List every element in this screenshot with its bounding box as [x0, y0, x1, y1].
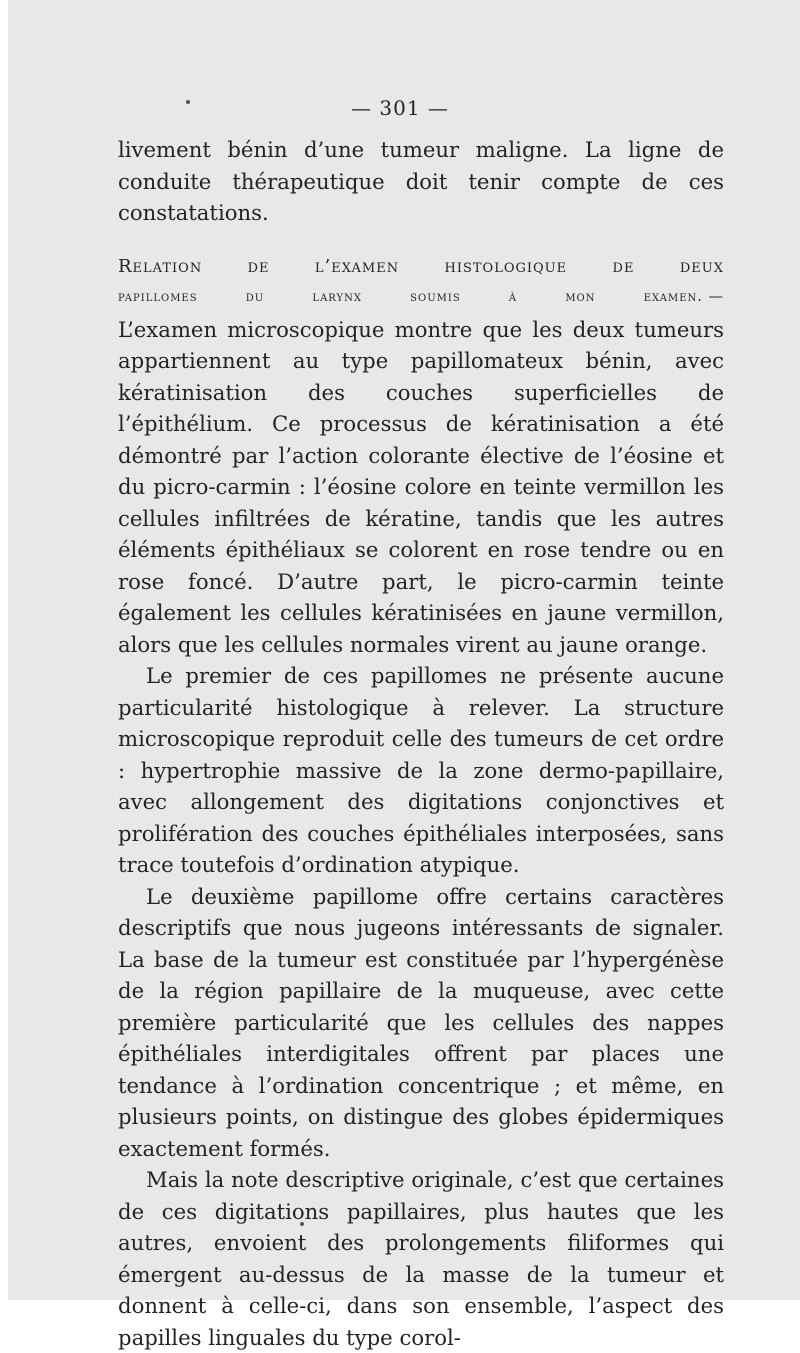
heading-word: larynx — [312, 289, 362, 305]
paragraph-examination: L’examen microscopique montre que les deux tumeurs appartiennent au type papillomateux bénin, avec kératinisation des couches superficielles de l’épithélium. Ce processus de kératinisation a été démontré par l’action colorante élective de l’éosine et du picro-carmin : l’éosine colore en teinte vermillon les cellules infiltrées de kératine, tandis que les autres éléments épithéliaux se colorent en rose tendre ou en rose foncé. D’autre part, le picro-carmin teinte également les cellules kératinisées en jaune vermillon, alors que les cellules normales virent au jaune orange. — [118, 316, 724, 657]
intro-paragraph: livement bénin d’une tumeur maligne. La ligne de conduite thérapeutique doit tenir compte de ces constatations. — [118, 137, 724, 225]
scan-edge-left — [0, 0, 8, 1306]
heading-word: l’examen — [314, 255, 400, 277]
section-heading-line-2 — [118, 282, 724, 314]
paragraph-second-papilloma: Le deuxième papillome offre certains caractères descriptifs que nous jugeons intéressants de signaler. La base de la tumeur est constituée par l’hypergénèse de la région papillaire de la muqueuse, avec cette première particularité que les cellules des nappes épithéliales interdigitales offrent par places une tendance à l’ordination concentrique ; et même, en plusieurs points, on distingue des globes épidermiques exactement formés. — [118, 883, 724, 1161]
paragraph-first-papilloma: Le premier de ces papillomes ne présente aucune particularité histologique à relever. La structure microscopique reproduit celle des tumeurs de cet ordre : hypertrophie massive de la zone dermo-papillaire, avec allongement des digitations conjonctives et prolifération des couches épithéliales interposées, sans trace toutefois d’ordination atypique. — [118, 663, 724, 877]
heading-word: papillomes — [118, 289, 198, 305]
section-heading — [118, 251, 724, 314]
paragraph-descriptive-note: Mais la note descriptive originale, c’est que certaines de ces digitations papillaires, plus hautes que les autres, envoient des prolongements filiformes qui émergent au-dessus de la masse de la tumeur et donnent à celle-ci, dans son ensemble, l’aspect des papilles linguales du type corol- — [118, 1167, 724, 1350]
heading-word: histologique — [444, 255, 568, 277]
heading-word: deux — [679, 255, 724, 277]
heading-word: examen. — — [643, 289, 724, 305]
heading-word: à — [508, 289, 518, 305]
page-number: — 301 — — [351, 96, 449, 120]
body-text — [118, 134, 724, 1353]
heading-word: soumis — [410, 289, 461, 305]
heading-word: Relation — [118, 255, 203, 277]
section-heading-line-1 — [118, 251, 724, 283]
heading-word: mon — [565, 289, 596, 305]
heading-word: du — [245, 289, 265, 305]
heading-word: de — [247, 255, 270, 277]
heading-word: de — [612, 255, 635, 277]
section-gap — [118, 229, 724, 251]
